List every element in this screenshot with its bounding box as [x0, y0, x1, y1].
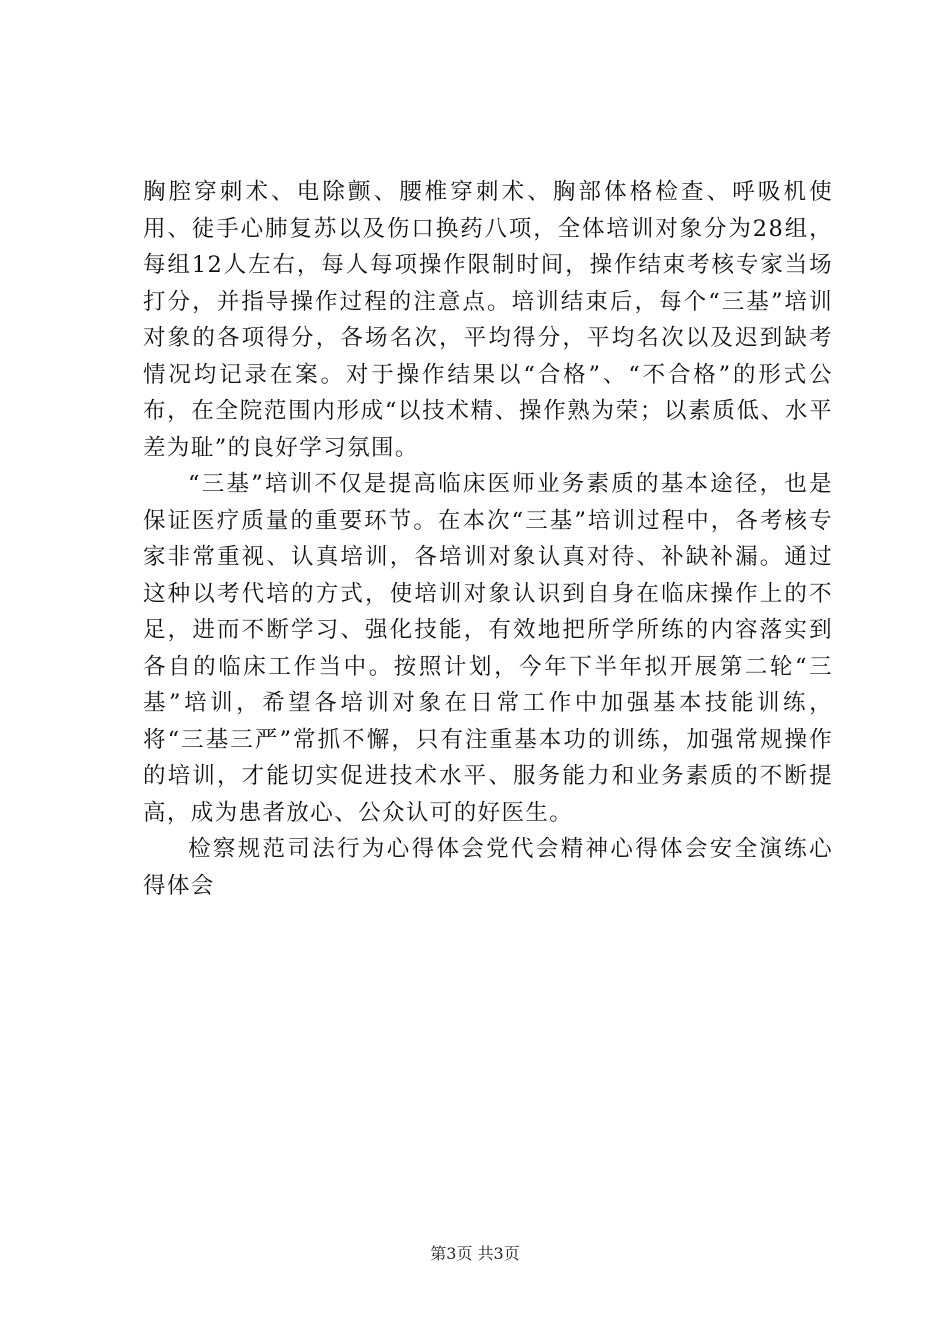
page-footer: 第3页 共3页: [430, 1244, 520, 1263]
paragraph-3: 检察规范司法行为心得体会党代会精神心得体会安全演练心得体会: [143, 836, 833, 899]
document-body: [143, 174, 833, 904]
paragraph-1: 胸腔穿刺术、电除颤、腰椎穿刺术、胸部体格检查、呼吸机使用、徒手心肺复苏以及伤口换药八项，全体培训对象分为28组，每组12人左右，每人每项操作限制时间，操作结束考核专家当场打分，并指导操作过程的注意点。培训结束后，每个“三基”培训对象的各项得分，各场名次，平均得分，平均名次以及迟到缺考情况均记录在案。对于操作结果以“合格”、“不合格”的形式公布，在全院范围内形成“以技术精、操作熟为荣；以素质低、水平差为耻”的良好学习氛围。: [143, 179, 833, 461]
paragraph-2: “三基”培训不仅是提高临床医师业务素质的基本途径，也是保证医疗质量的重要环节。在本次“三基”培训过程中，各考核专家非常重视、认真培训，各培训对象认真对待、补缺补漏。通过这种以考代培的方式，使培训对象认识到自身在临床操作上的不足，进而不断学习、强化技能，有效地把所学所练的内容落实到各自的临床工作当中。按照计划，今年下半年拟开展第二轮“三基”培训，希望各培训对象在日常工作中加强基本技能训练，将“三基三严”常抓不懈，只有注重基本功的训练，加强常规操作的培训，才能切实促进技术水平、服务能力和业务素质的不断提高，成为患者放心、公众认可的好医生。: [143, 471, 833, 826]
